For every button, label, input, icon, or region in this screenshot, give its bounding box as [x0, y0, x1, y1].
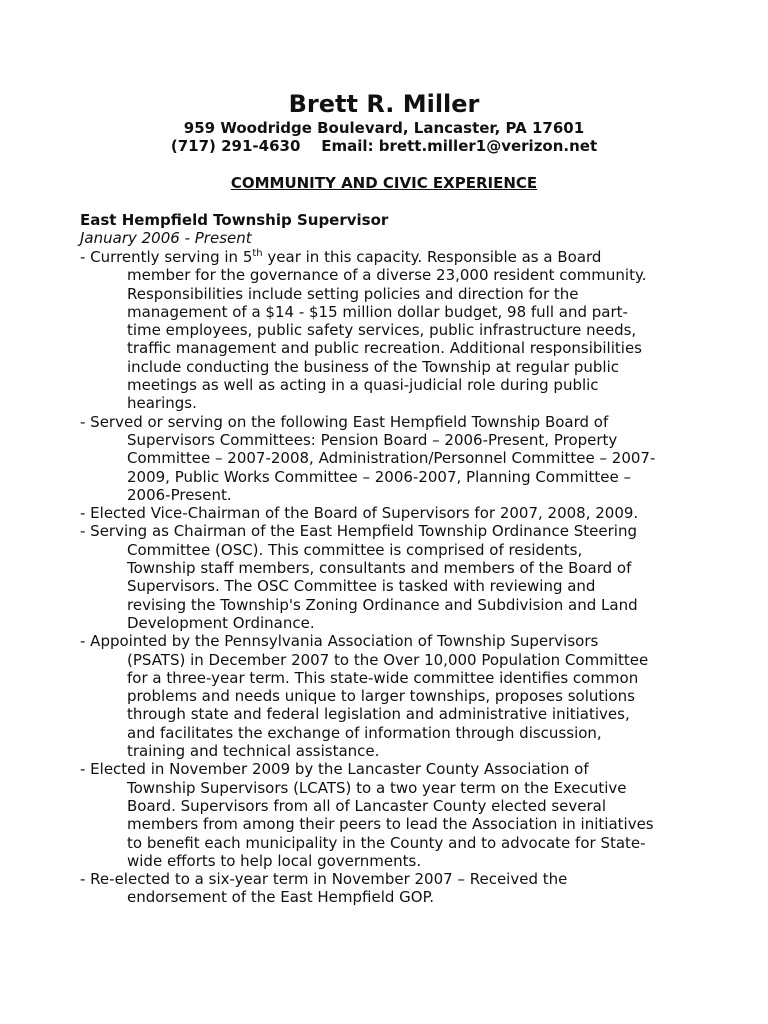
- position-dates: January 2006 - Present: [80, 229, 252, 247]
- email-address: brett.miller1@verizon.net: [378, 137, 598, 155]
- contact-line: [0, 137, 768, 156]
- position-title: East Hempfield Township Supervisor: [80, 211, 389, 229]
- responsibility-item: - Re-elected to a six-year term in November 2007 – Received the endorsement of the East Hempfield GOP.: [80, 870, 568, 907]
- responsibility-item: - Elected in November 2009 by the Lancaster County Association of Township Supervisors (LCATS) to a two year term on the Executive Board. Supervisors from all of Lancaster County elected several members from among their peers to lead the Association in initiatives to benefit each municipality in the County and to advocate for State- wide efforts to help local governments.: [80, 760, 654, 870]
- responsibility-item: - Serving as Chairman of the East Hempfield Township Ordinance Steering Committee (OSC). This committee is comprised of residents, Township staff members, consultants and members of the Board of Supervisors. The OSC Committee is tasked with reviewing and revising the Township's Zoning Ordinance and Subdivision and Land Development Ordinance.: [80, 522, 638, 632]
- responsibility-list: [80, 248, 692, 907]
- responsibility-item: - Appointed by the Pennsylvania Association of Township Supervisors (PSATS) in December 2007 to the Over 10,000 Population Committee for a three-year term. This state-wide committee identifies common problems and needs unique to larger townships, proposes solutions through state and federal legislation and administrative initiatives, and facilitates the exchange of information through discussion, training and technical assistance.: [80, 632, 649, 761]
- bullet-text-rest: year in this capacity. Responsible as a Board member for the governance of a diverse 23,000 resident community. Responsibilities include setting policies and direction for the management of a $14 - $15 million dollar budget, 98 full and part- time employees, public safety services, public infrastructure needs, traffic management and public recreation. Additional responsibilities include conducting the business of the Township at regular public meetings as well as acting in a quasi-judicial role during public hearings.: [127, 248, 647, 413]
- responsibility-item: [80, 248, 692, 413]
- candidate-name: Brett R. Miller: [288, 90, 480, 118]
- bullet-text-start: - Currently serving in 5: [80, 248, 253, 266]
- section-heading: COMMUNITY AND CIVIC EXPERIENCE: [230, 174, 538, 192]
- phone-number: (717) 291-4630: [170, 137, 301, 155]
- email-label: Email:: [321, 137, 374, 155]
- responsibility-item: - Elected Vice-Chairman of the Board of Supervisors for 2007, 2008, 2009.: [80, 504, 639, 523]
- responsibility-item: - Served or serving on the following East Hempfield Township Board of Supervisors Committees: Pension Board – 2006-Present, Property Committee – 2007-2008, Administration/Personnel Committee – 2007- 2009, Public Works Committee – 2006-2007, Planning Committee – 2006-Present.: [80, 412, 656, 504]
- address-line: 959 Woodridge Boulevard, Lancaster, PA 17601: [183, 119, 585, 137]
- ordinal-suffix: th: [252, 248, 263, 259]
